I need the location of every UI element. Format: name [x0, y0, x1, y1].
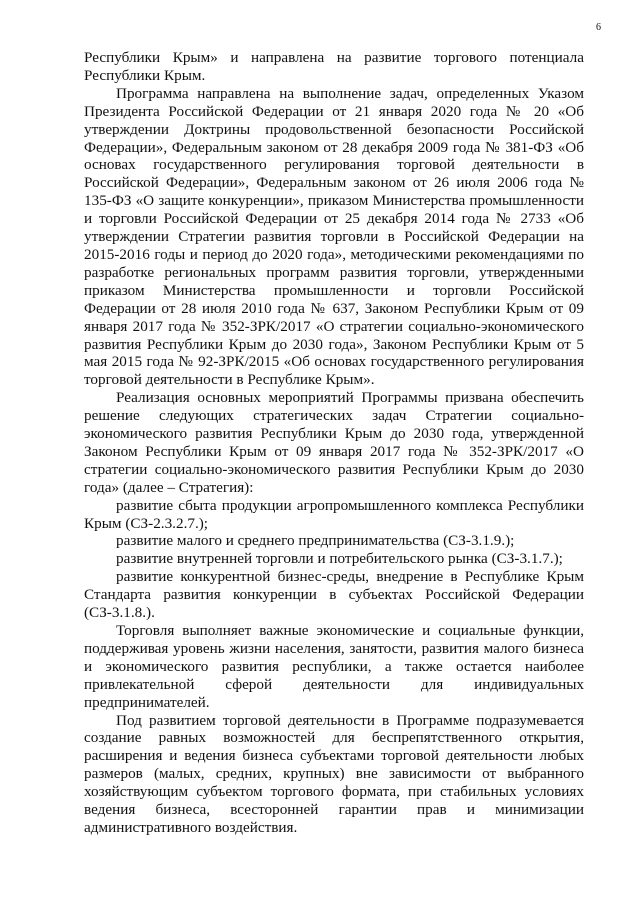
list-item-internal-trade: развитие внутренней торговли и потребительского рынка (СЗ-3.1.7.); — [116, 550, 563, 568]
list-item-competition: развитие конкурентной бизнес-среды, внедрение в Республике Крым Стандарта развития конкуренции в субъектах Российской Федерации (СЗ-3.1.8.). — [84, 568, 584, 622]
paragraph-strategic-tasks: Реализация основных мероприятий Программы призвана обеспечить решение следующих стратегических задач Стратегии социально-экономического развития Республики Крым до 2030 года, утвержденной Законом Республики Крым от 09 января 2017 года № 352-ЗРК/2017 «О стратегии социально-экономического развития Республики Крым до 2030 года» (далее – Стратегия): — [84, 389, 584, 496]
page-number: 6 — [596, 22, 601, 33]
paragraph-trade-development: Под развитием торговой деятельности в Программе подразумевается создание равных возможностей для беспрепятственного открытия, расширения и ведения бизнеса субъектами торговой деятельности любых размеров (малых, средних, крупных) вне зависимости от выбранного хозяйствующим субъектом торгового формата, при стабильных условиях ведения бизнеса, всесторонней гарантии прав и минимизации административного воздействия. — [84, 711, 584, 836]
paragraph-continuation: Республики Крым» и направлена на развитие торгового потенциала Республики Крым. — [84, 49, 584, 84]
paragraph-legal-basis: Программа направлена на выполнение задач, определенных Указом Президента Российской Федерации от 21 января 2020 года № 20 «Об утверждении Доктрины продовольственной безопасности Российской Федерации», Федеральным законом от 28 декабря 2009 года № 381-ФЗ «Об основах государственного регулирования торговой деятельности в Российской Федерации», Федеральным законом от 26 июля 2006 года № 135-ФЗ «О защите конкуренции», приказом Министерства промышленности и торговли Российской Федерации от 25 декабря 2014 года № 2733 «Об утверждении Стратегии развития торговли в Российской Федерации на 2015-2016 годы и период до 2020 года», методическими рекомендациями по разработке региональных программ развития торговли, утвержденными приказом Министерства промышленности и торговли Российской Федерации от 28 июля 2010 года № 637, Законом Республики Крым от 09 января 2017 года № 352-ЗРК/2017 «О стратегии социально-экономического развития Республики Крым до 2030 года», Законом Республики Крым от 5 мая 2015 года № 92-ЗРК/2015 «Об основах государственного регулирования торговой деятельности в Республике Крым». — [84, 84, 584, 389]
list-item-small-business: развитие малого и среднего предпринимательства (СЗ-3.1.9.); — [116, 532, 515, 550]
document-body — [84, 49, 584, 837]
paragraph-trade-functions: Торговля выполняет важные экономические и социальные функции, поддерживая уровень жизни населения, занятости, развития малого бизнеса и экономического развития республики, а также остается наиболее привлекательной сферой деятельности для индивидуальных предпринимателей. — [84, 622, 584, 711]
list-item-agro-sales: развитие сбыта продукции агропромышленного комплекса Республики Крым (СЗ-2.3.2.7.); — [84, 496, 584, 532]
